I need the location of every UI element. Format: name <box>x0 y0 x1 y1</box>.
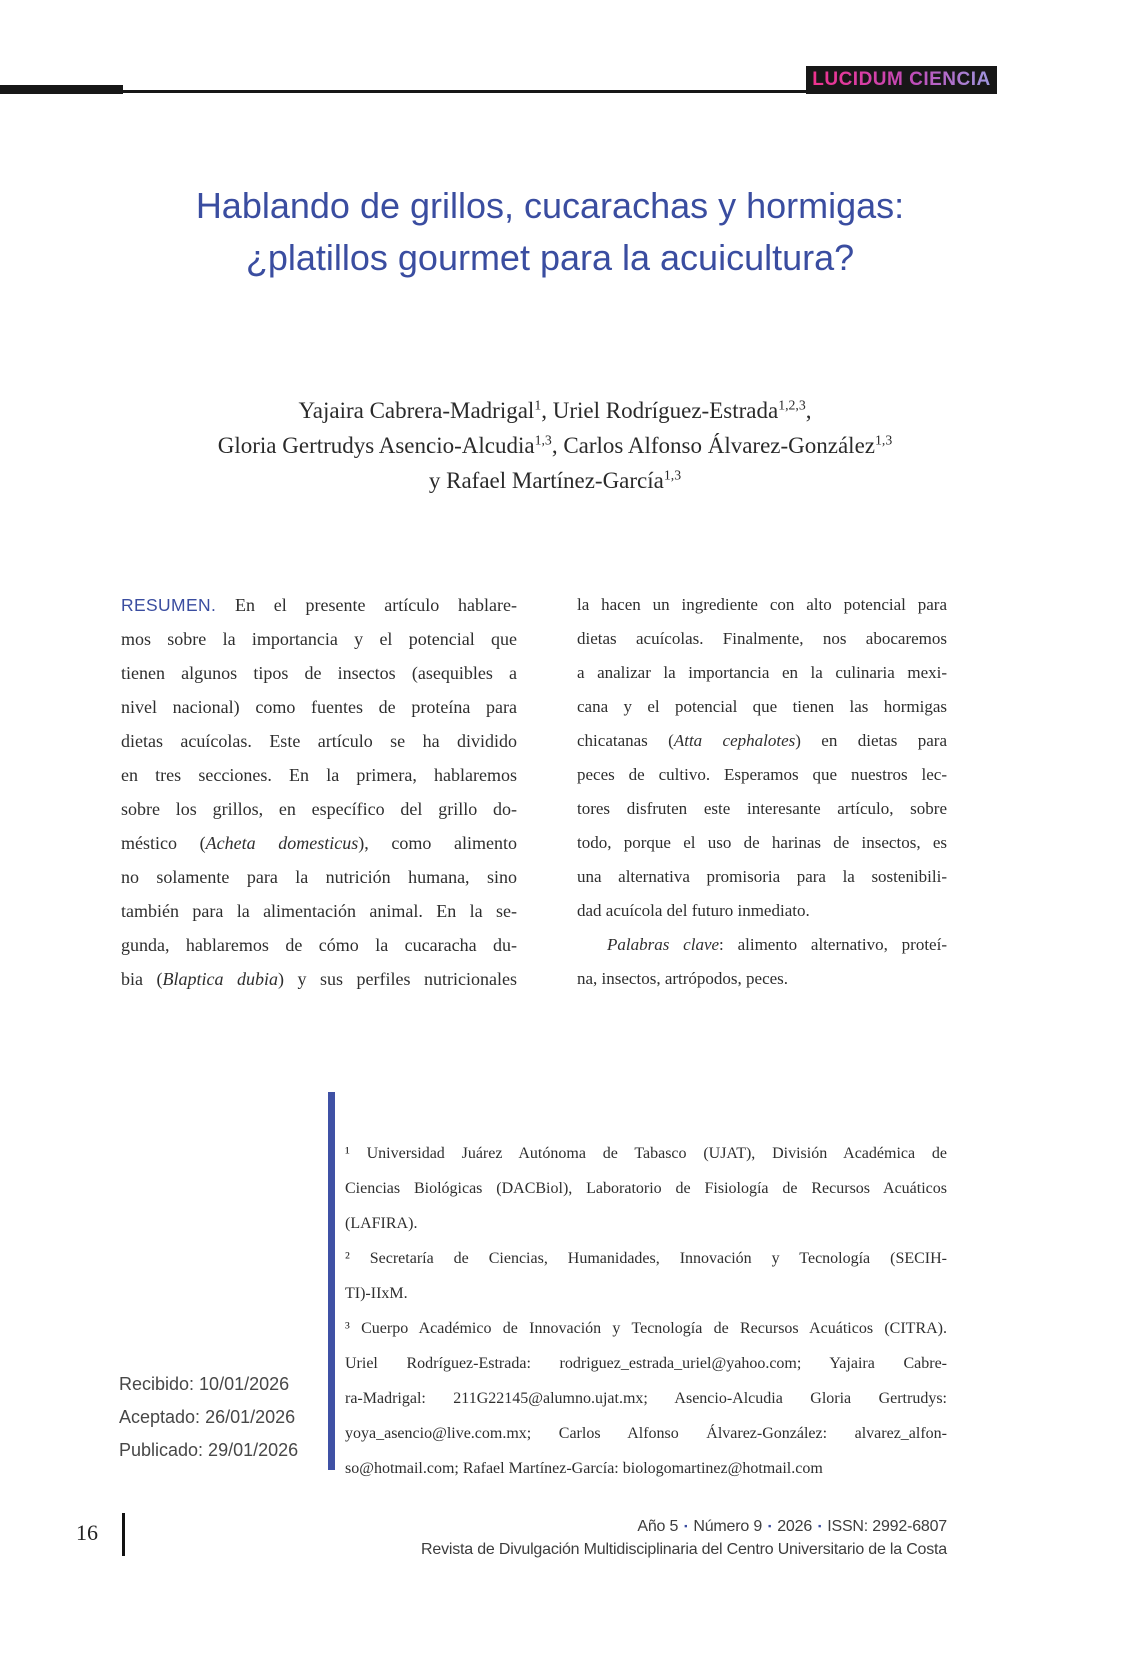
footer-info <box>347 1516 947 1561</box>
text-line: RESUMEN. En el presente artículo hablare- <box>121 595 517 615</box>
authors-line-1: Yajaira Cabrera-Madrigal$^1$, Uriel Rodríguez-Estrada$^{1,2,3}$, <box>298 397 812 423</box>
text-line: sobre los grillos, en específico del grillo do- <box>121 799 517 819</box>
footnote-accent-bar <box>328 1092 335 1470</box>
published-date: Publicado: 29/01/2026 <box>119 1440 299 1460</box>
top-rule-thin <box>123 90 806 93</box>
text-line: chicatanas (Atta cephalotes) en dietas para <box>577 731 948 750</box>
abstract-column-left <box>121 588 517 996</box>
text-line: no solamente para la nutrición humana, sino <box>121 867 517 887</box>
text-line: yoya_asencio@live.com.mx; Carlos Alfonso Álvarez-González: alvarez_alfon- <box>345 1425 947 1442</box>
text-line: bia (Blaptica dubia) y sus perfiles nutricionales <box>121 969 517 989</box>
text-line: ³ Cuerpo Académico de Innovación y Tecnología de Recursos Acuáticos (CITRA). <box>345 1320 947 1337</box>
text-line: TI)-IIxM. <box>345 1285 408 1302</box>
text-line: Palabras clave: alimento alternativo, proteí- <box>607 935 947 954</box>
text-line: méstico (Acheta domesticus), como alimento <box>121 833 517 853</box>
text-line: dad acuícola del futuro inmediato. <box>577 901 810 920</box>
text-line: todo, porque el uso de harinas de insectos, es <box>577 833 947 852</box>
journal-name: Revista de Divulgación Multidisciplinaria del Centro Universitario de la Costa <box>421 1540 947 1558</box>
text-line: (LAFIRA). <box>345 1215 418 1232</box>
dates-block <box>119 1368 298 1467</box>
footnotes-block <box>345 1136 947 1486</box>
text-line: cana y el potencial que tienen las hormigas <box>577 697 947 716</box>
authors-block <box>0 393 1110 498</box>
authors-line-3: y Rafael Martínez-García$^{1,3}$ <box>428 467 682 493</box>
separator-square-icon: ▪ <box>684 1521 688 1532</box>
text-line: ² Secretaría de Ciencias, Humanidades, Innovación y Tecnología (SECIH- <box>345 1250 947 1267</box>
text-line: mos sobre la importancia y el potencial que <box>121 629 517 649</box>
separator-square-icon: ▪ <box>768 1521 772 1532</box>
text-line: a analizar la importancia en la culinaria mexi- <box>577 663 947 682</box>
text-line: Uriel Rodríguez-Estrada: rodriguez_estrada_uriel@yahoo.com; Yajaira Cabre- <box>345 1355 947 1372</box>
text-line: ra-Madrigal: 211G22145@alumno.ujat.mx; Asencio-Alcudia Gloria Gertrudys: <box>345 1390 947 1407</box>
text-line: nivel nacional) como fuentes de proteína para <box>121 697 517 717</box>
text-line: la hacen un ingrediente con alto potencial para <box>577 595 947 614</box>
text-line: na, insectos, artrópodos, peces. <box>577 969 789 988</box>
text-line: en tres secciones. En la primera, hablaremos <box>121 765 517 785</box>
journal-badge <box>806 66 997 94</box>
accepted-date: Aceptado: 26/01/2026 <box>119 1407 296 1427</box>
page-number: 16 <box>76 1520 98 1545</box>
text-line: tores disfruten este interesante artículo, sobre <box>577 799 947 818</box>
abstract-column-right <box>577 588 947 996</box>
received-date: Recibido: 10/01/2026 <box>119 1374 290 1394</box>
text-line: también para la alimentación animal. En la se- <box>121 901 517 921</box>
authors-line-2: Gloria Gertrudys Asencio-Alcudia$^{1,3}$, Carlos Alfonso Álvarez-González$^{1,3}$ <box>217 432 893 458</box>
text-line: dietas acuícolas. Finalmente, nos abocaremos <box>577 629 947 648</box>
text-line: ¹ Universidad Juárez Autónoma de Tabasco (UJAT), División Académica de <box>345 1145 947 1162</box>
issue-info-line: Año 5 ▪ Número 9 ▪ 2026 ▪ ISSN: 2992-6807 <box>637 1518 947 1535</box>
article-title-line-1: Hablando de grillos, cucarachas y hormigas: <box>195 185 905 226</box>
article-title-line-2: ¿platillos gourmet para la acuicultura? <box>245 237 855 278</box>
top-rule-thick <box>0 85 123 94</box>
text-line: so@hotmail.com; Rafael Martínez-García: biologomartinez@hotmail.com <box>345 1460 823 1477</box>
text-line: peces de cultivo. Esperamos que nuestros lec- <box>577 765 947 784</box>
separator-square-icon: ▪ <box>818 1521 822 1532</box>
journal-badge-label: LUCIDUM CIENCIA <box>812 69 991 90</box>
text-line: tienen algunos tipos de insectos (asequibles a <box>121 663 517 683</box>
article-title <box>0 180 1100 284</box>
text-line: dietas acuícolas. Este artículo se ha dividido <box>121 731 517 751</box>
text-line: una alternativa promisoria para la sostenibili- <box>577 867 947 886</box>
text-line: Ciencias Biológicas (DACBiol), Laboratorio de Fisiología de Recursos Acuáticos <box>345 1180 947 1197</box>
text-line: gunda, hablaremos de cómo la cucaracha du- <box>121 935 517 955</box>
page-number-divider <box>122 1513 125 1556</box>
